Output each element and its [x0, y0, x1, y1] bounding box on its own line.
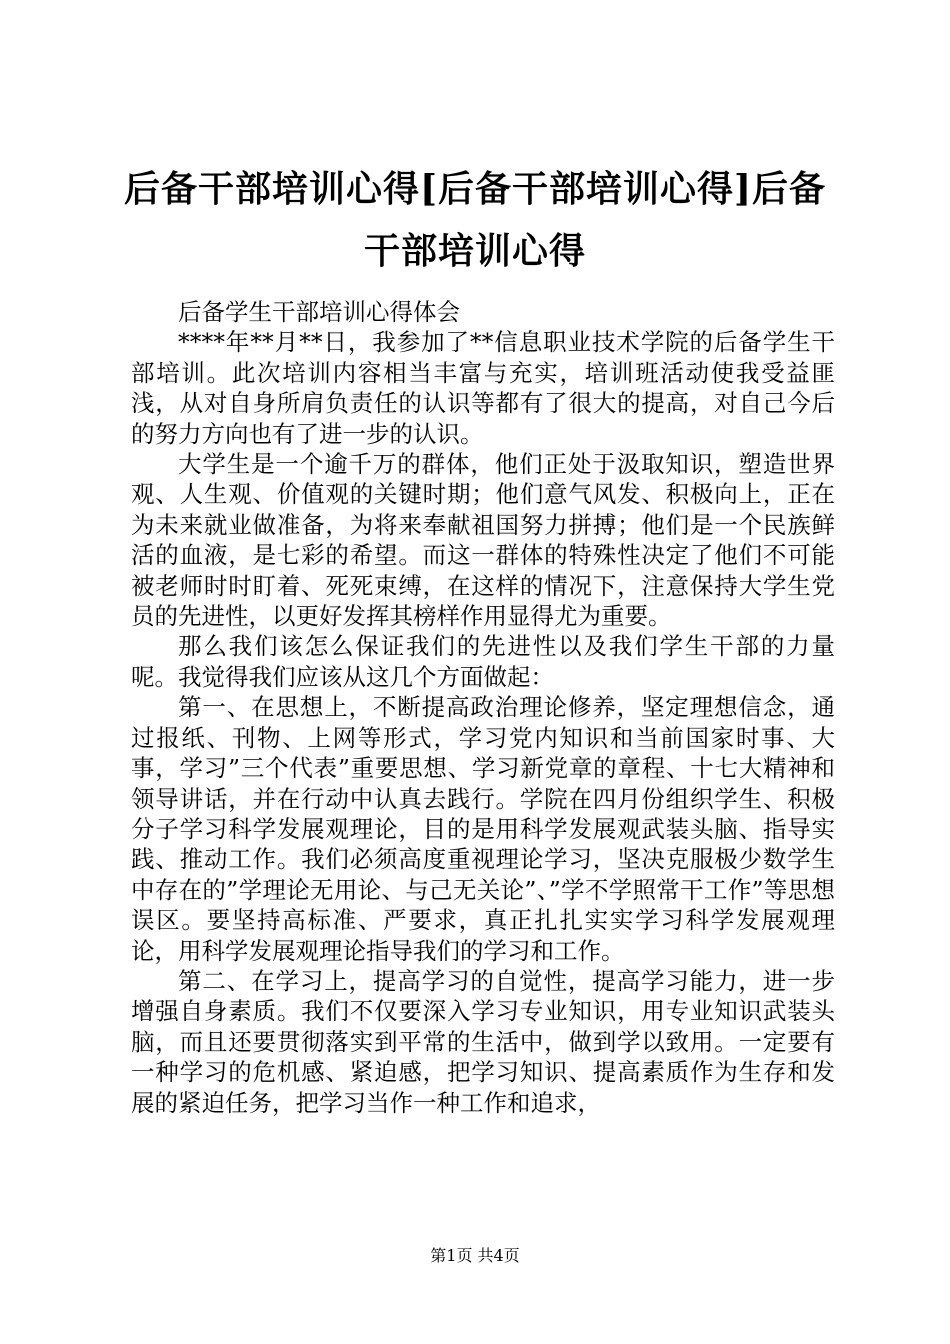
paragraph-2: 大学生是一个逾千万的群体，他们正处于汲取知识，塑造世界观、人生观、价值观的关键时期；他们意气风发、积极向上，正在为未来就业做准备，为将来奉献祖国努力拼搏；他们是一个民族鲜活的血液，是七彩的希望。而这一群体的特殊性决定了他们不可能被老师时时盯着、死死束缚，在这样的情况下，注意保持大学生党员的先进性，以更好发挥其榜样作用显得尤为重要。 — [131, 450, 835, 631]
paragraph-3: 那么我们该怎么保证我们的先进性以及我们学生干部的力量呢。我觉得我们应该从这几个方面做起： — [131, 632, 835, 691]
document-body — [131, 297, 835, 1118]
page-number-footer: 第1页 共4页 — [430, 1246, 520, 1265]
document-title: 后备干部培训心得[后备干部培训心得]后备干部培训心得 — [123, 168, 827, 272]
paragraph-5: 第二、在学习上，提高学习的自觉性，提高学习能力，进一步增强自身素质。我们不仅要深入学习专业知识，用专业知识武装头脑，而且还要贯彻落实到平常的生活中，做到学以致用。一定要有一种学习的危机感、紧迫感，把学习知识、提高素质作为生存和发展的紧迫任务，把学习当作一种工作和追求， — [131, 966, 835, 1117]
paragraph-subtitle: 后备学生干部培训心得体会 — [178, 298, 460, 326]
paragraph-4: 第一、在思想上，不断提高政治理论修养，坚定理想信念，通过报纸、刊物、上网等形式，学习党内知识和当前国家时事、大事，学习”三个代表”重要思想、学习新党章的章程、十七大精神和领导讲话，并在行动中认真去践行。学院在四月份组织学生、积极分子学习科学发展观理论，目的是用科学发展观武装头脑、指导实践、推动工作。我们必须高度重视理论学习，坚决克服极少数学生中存在的”学理论无用论、与己无关论”、”学不学照常干工作”等思想误区。要坚持高标准、严要求，真正扎扎实实学习科学发展观理论，用科学发展观理论指导我们的学习和工作。 — [131, 693, 835, 965]
paragraph-1: ****年**月**日，我参加了**信息职业技术学院的后备学生干部培训。此次培训内容相当丰富与充实，培训班活动使我受益匪浅，从对自身所肩负责任的认识等都有了很大的提高，对自己今后的努力方向也有了进一步的认识。 — [131, 328, 835, 448]
